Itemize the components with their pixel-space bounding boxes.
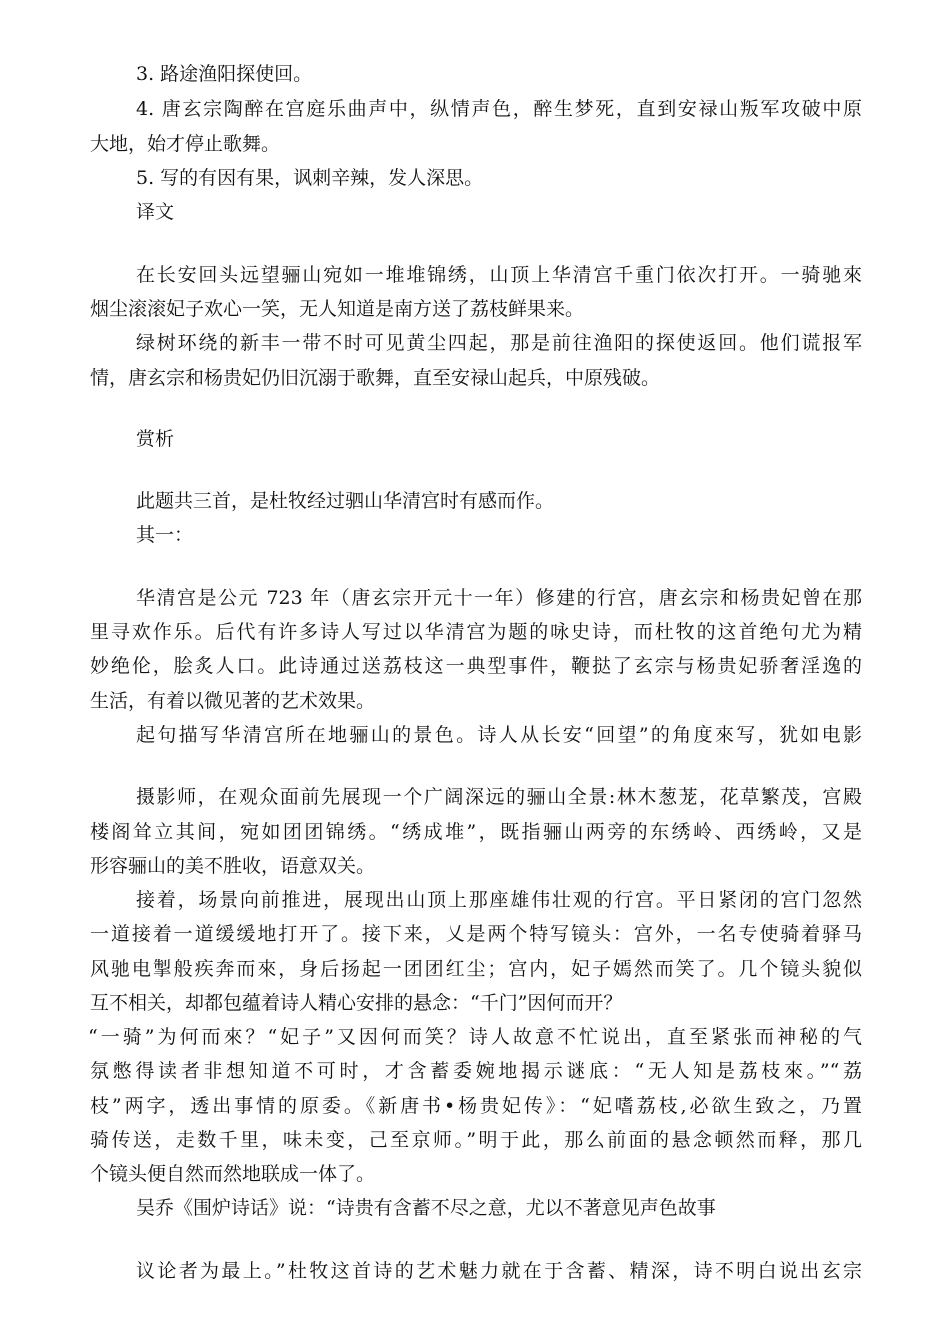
section-heading: 赏析: [136, 428, 175, 450]
text-line: 烟尘滚滚妃子欢心一笑，无人知道是南方送了荔枝鲜果来。: [90, 298, 585, 320]
text-line: 情，唐玄宗和杨贵妃仍旧沉溺于歌舞，直至安禄山起兵，中原残破。: [90, 367, 661, 389]
list-item: 3. 路途渔阳探使回。: [136, 63, 313, 85]
section-heading: 译文: [136, 201, 175, 223]
text-line: 氛憋得读者非想知道不可时，才含蓄委婉地揭示谜底：“无人知是荔枝來。”“荔: [90, 1060, 862, 1082]
text-line: 其一：: [136, 524, 194, 546]
list-item: 5. 写的有因有果，讽刺辛辣，发人深思。: [136, 167, 484, 189]
text-line: 互不相关，却都包蕴着诗人精心安排的悬念：“千门”因何而开？: [90, 992, 623, 1014]
text-line: 楼阁耸立其间，宛如团团锦绣。“绣成堆”，既指骊山两旁的东绣岭、西绣岭，又是: [90, 821, 862, 843]
text-line: 一道接着一道缓缓地打开了。接下来，乂是两个特写镜头：宫外，一名专使骑着驿马: [90, 923, 862, 945]
text-line: 风驰电掣般疾奔而來，身后扬起一团团红尘；宫内，妃子嫣然而笑了。几个镜头貌似: [90, 958, 862, 980]
text-line: 枝”两字，透出事情的原委。《新唐书•杨贵妃传》：“妃嗜荔枝,必欲生致之，乃置: [90, 1095, 862, 1117]
text-line: 华清宫是公元 723 年（唐玄宗开元十一年）修建的行宫，唐玄宗和杨贵妃曾在那: [136, 587, 862, 609]
text-line: 在长安回头远望骊山宛如一堆堆锦绣，山顶上华清宫千重门依次打开。一骑驰來: [136, 264, 862, 286]
text-line: 接着，场景向前推进，展现出山顶上那座雄伟壮观的行宫。平日紧闭的宫门忽然: [136, 889, 862, 911]
list-item: 4. 唐玄宗陶醉在宫庭乐曲声中，纵情声色，醉生梦死，直到安禄山叛军攻破中原: [136, 98, 862, 120]
text-line: 里寻欢作乐。后代有许多诗人写过以华清宫为题的咏史诗，而杜牧的这首绝句尤为精: [90, 621, 862, 643]
text-line: 吴乔《围炉诗话》说：“诗贵有含蓄不尽之意，尤以不著意见声色故事: [136, 1197, 716, 1219]
text-line: 起句描写华清宫所在地骊山的景色。诗人从长安“回望”的角度來写，犹如电影: [136, 724, 862, 746]
text-line: 大地，始才停止歌舞。: [90, 133, 281, 155]
text-line: 议论者为最上。”杜牧这首诗的艺术魅力就在于含蓄、精深，诗不明白说出玄宗: [136, 1260, 862, 1282]
text-line: 绿树环绕的新丰一带不时可见黄尘四起，那是前往渔阳的探使返回。他们谎报军: [136, 332, 862, 354]
text-line: “一骑”为何而來？“妃子”又因何而笑？诗人故意不忙说出，直至紧张而神秘的气: [88, 1026, 862, 1048]
text-line: 生活，有着以微见著的艺术效果。: [90, 690, 376, 712]
text-line: 此题共三首，是杜牧经过驷山华清宫时有感而作。: [136, 490, 555, 512]
text-line: 个镜头便自然而然地联成一体了。: [90, 1163, 376, 1185]
text-line: 形容骊山的美不胜收，语意双关。: [90, 855, 376, 877]
text-line: 摄影师，在观众面前先展现一个广阔深远的骊山全景:林木葱茏，花草繁茂，宫殿: [136, 786, 862, 808]
text-line: 妙绝伦，脍炙人口。此诗通过送荔枝这一典型事件，鞭挞了玄宗与杨贵妃骄奢淫逸的: [90, 655, 862, 677]
text-line: 骑传送，走数千里，味未变，己至京师。”明于此，那么前面的悬念顿然而释，那几: [90, 1129, 862, 1151]
